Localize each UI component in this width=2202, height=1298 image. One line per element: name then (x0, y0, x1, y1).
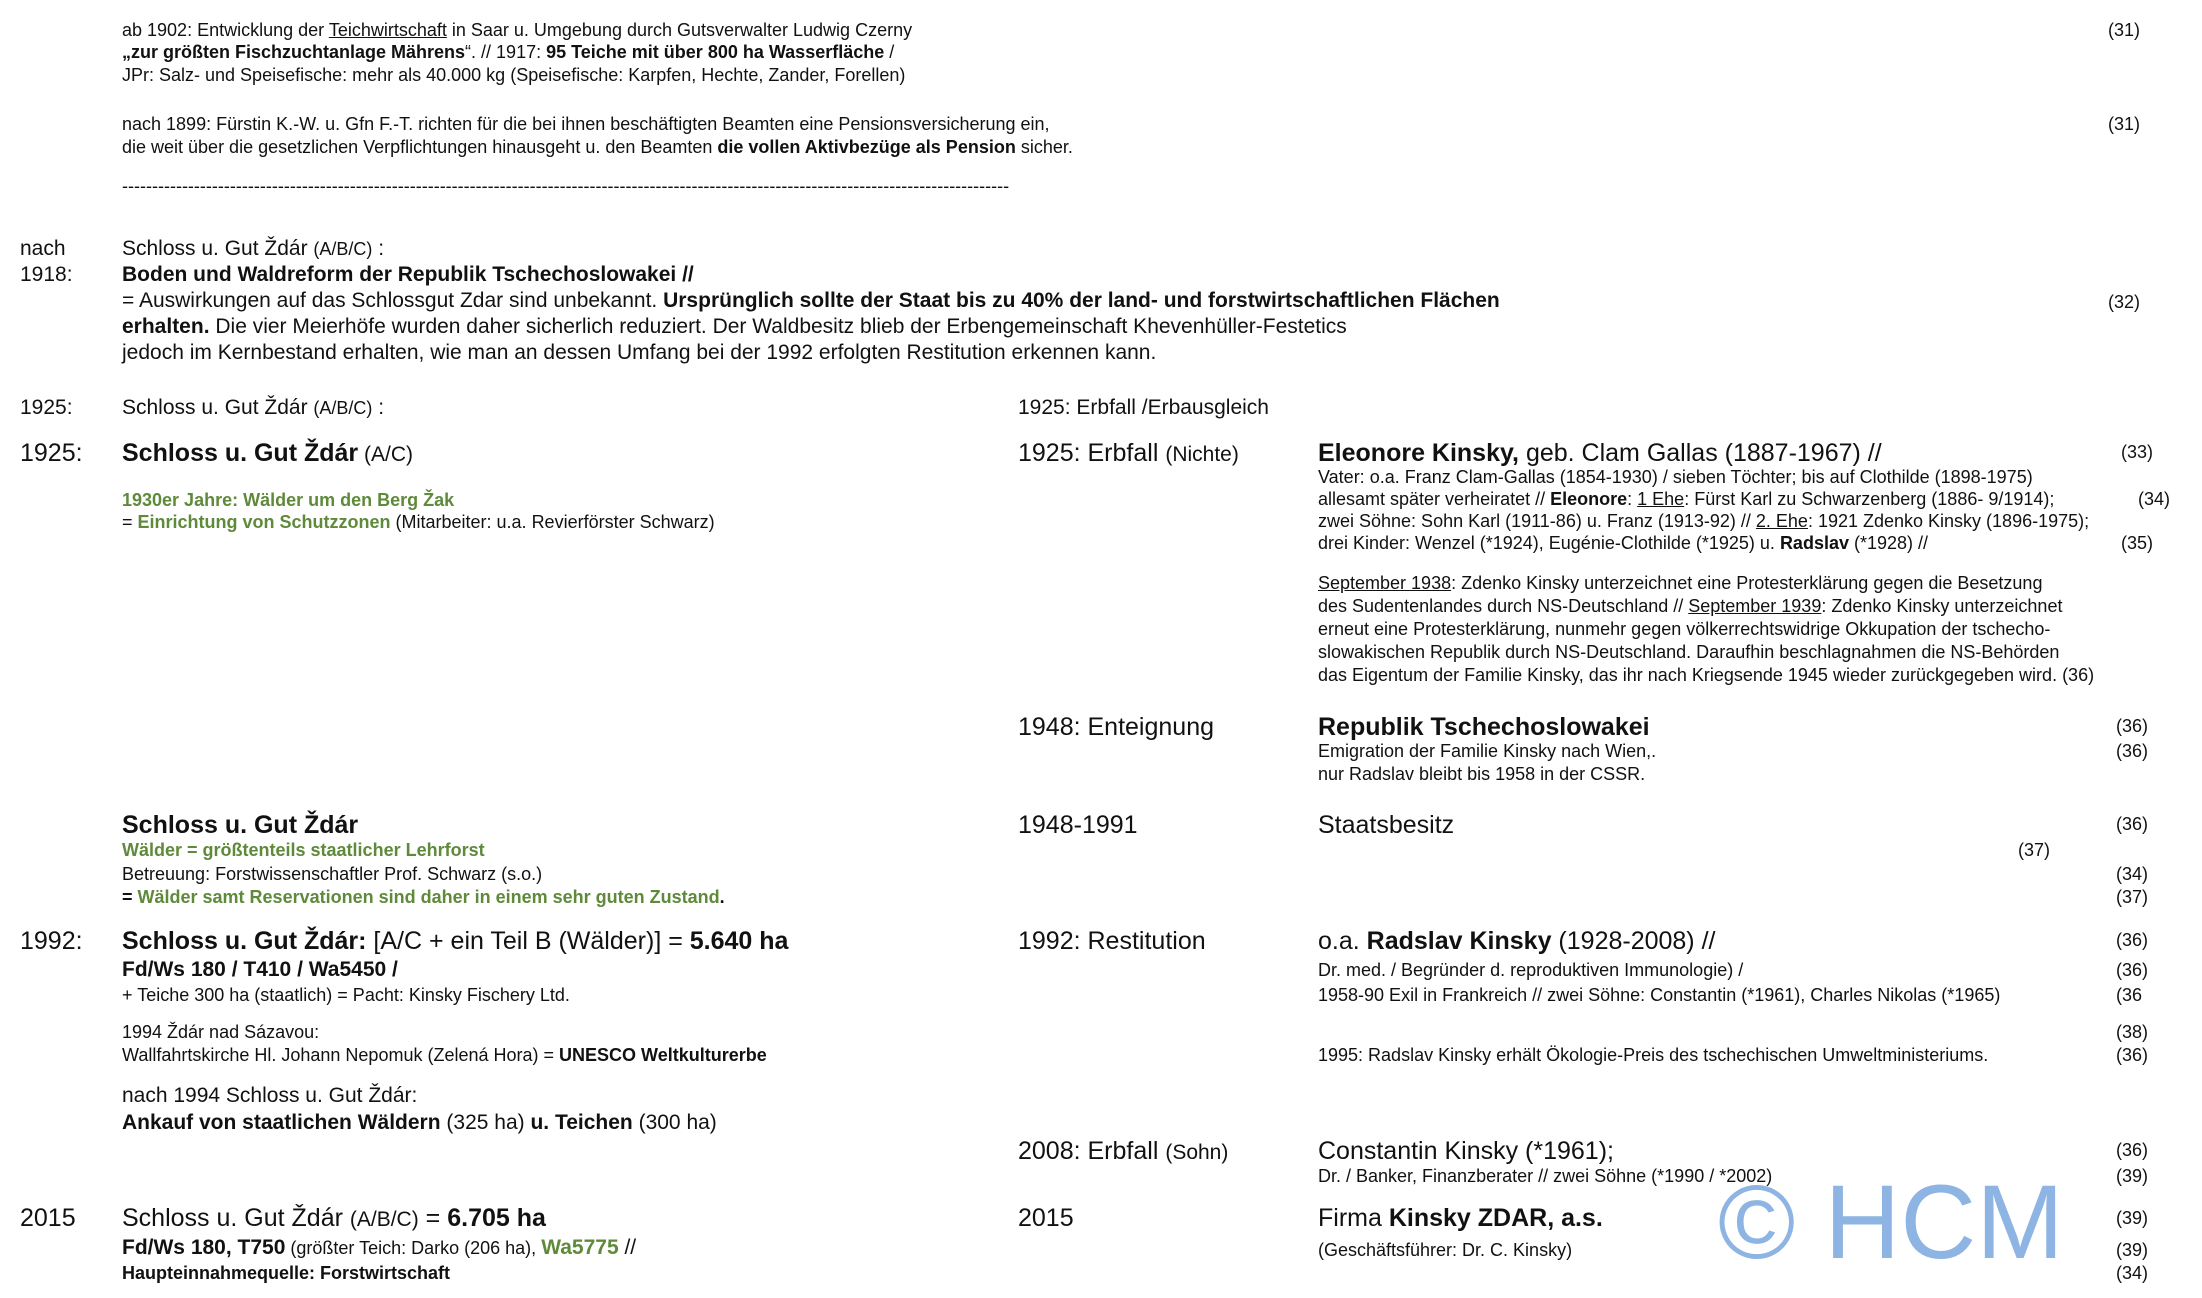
reference: (39) (2116, 1166, 2149, 1186)
text-supervision: Betreuung: Forstwissenschaftler Prof. Schwarz (s.o.) (122, 864, 543, 884)
reference: (37) (2018, 840, 2051, 860)
text-purchase: Ankauf von staatlichen Wäldern (325 ha) u. Teichen (300 ha) (122, 1111, 717, 1134)
event-1992-restitution: 1992: Restitution (1018, 927, 1206, 955)
text-1899-line1: nach 1899: Fürstin K.-W. u. Gfn F.-T. richten für die bei ihnen beschäftigten Beamten eine Pensionsversicherung ein, (122, 114, 1050, 134)
event-1925-heir: 1925: Erbfall (Nichte) (1018, 439, 1239, 467)
reference: (35) (2121, 533, 2154, 553)
estate-title: Schloss u. Gut Ždár (122, 811, 359, 839)
reference: (34) (2116, 864, 2149, 884)
reference: (31) (2108, 20, 2141, 40)
text-1918-line1: Schloss u. Gut Ždár (A/B/C) : (122, 237, 385, 260)
text-1899-line2: die weit über die gesetzlichen Verpflichtungen hinausgeht u. den Beamten die vollen Aktivbezüge als Pension sicher. (122, 137, 1073, 157)
event-2008-inheritance: 2008: Erbfall (Sohn) (1018, 1137, 1229, 1165)
reference: (36) (2116, 741, 2149, 761)
text-1992-areas: Fd/Ws 180 / T410 / Wa5450 / (122, 958, 398, 981)
year-label: 1925: (20, 396, 73, 419)
text-teaching-forest: Wälder = größtenteils staatlicher Lehrforst (122, 840, 485, 860)
text-eleonore-line1: Vater: o.a. Franz Clam-Gallas (1854-1930) / sieben Töchter; bis auf Clothilde (1898-1975) (1318, 467, 2033, 487)
text-radslav-line2: 1958-90 Exil in Frankreich // zwei Söhne: Constantin (*1961), Charles Nikolas (*1965) (1318, 985, 2001, 1005)
text-1902-line2: „zur größten Fischzuchtanlage Mährens“. // 1917: 95 Teiche mit über 800 ha Wasserfläche / (122, 42, 895, 62)
copyright-watermark: © HCM (1718, 1164, 2064, 1281)
year-label: nach (20, 237, 66, 260)
text-ecology-prize: 1995: Radslav Kinsky erhält Ökologie-Preis des tschechischen Umweltministeriums. (1318, 1045, 1989, 1065)
reference: (36) (2116, 930, 2149, 950)
reference: (36) (2116, 1045, 2149, 1065)
year-label: 1918: (20, 263, 73, 286)
text-1902-line1: ab 1902: Entwicklung der Teichwirtschaft in Saar u. Umgebung durch Gutsverwalter Ludwig Czerny (122, 20, 913, 40)
text-after-1994: nach 1994 Schloss u. Gut Ždár: (122, 1084, 418, 1107)
text-constantin-line1: Dr. / Banker, Finanzberater // zwei Söhne (*1990 / *2002) (1318, 1166, 1773, 1186)
text-managing-director: (Geschäftsführer: Dr. C. Kinsky) (1318, 1240, 1573, 1260)
event-1948-expropriation: 1948: Enteignung (1018, 713, 1215, 741)
estate-title: Schloss u. Gut Ždár (A/C) (122, 439, 413, 467)
person-constantin-kinsky: Constantin Kinsky (*1961); (1318, 1137, 1614, 1165)
year-2015-middle: 2015 (1018, 1204, 1074, 1232)
text-1902-line3: JPr: Salz- und Speisefische: mehr als 40.000 kg (Speisefische: Karpfen, Hechte, Zander, Forellen) (122, 65, 906, 85)
reference: (39) (2116, 1240, 2149, 1260)
person-eleonore-kinsky: Eleonore Kinsky, geb. Clam Gallas (1887-1967) // (1318, 439, 1882, 467)
reference: (36) (2116, 960, 2149, 980)
text-1930s-forests: 1930er Jahre: Wälder um den Berg Žak (122, 490, 455, 510)
year-label: 2015 (20, 1204, 76, 1232)
reference: (31) (2108, 114, 2141, 134)
text-1994-zdar: 1994 Ždár nad Sázavou: (122, 1022, 320, 1042)
text-ponds-lease: + Teiche 300 ha (staatlich) = Pacht: Kinsky Fischery Ltd. (122, 985, 570, 1005)
estate-1992-heading: Schloss u. Gut Ždár: [A/C + ein Teil B (Wälder)] = 5.640 ha (122, 927, 789, 955)
event-1925-inheritance: 1925: Erbfall /Erbausgleich (1018, 396, 1269, 419)
owner-republic: Republik Tschechoslowakei (1318, 713, 1650, 741)
text-2015-areas: Fd/Ws 180, T750 (größter Teich: Darko (206 ha), Wa5775 // (122, 1236, 637, 1259)
text-protest-line1: September 1938: Zdenko Kinsky unterzeichnet eine Protesterklärung gegen die Besetzung (1318, 573, 2043, 593)
text-main-income: Haupteinnahmequelle: Forstwirtschaft (122, 1263, 451, 1283)
text-eleonore-line2: allesamt später verheiratet // Eleonore: 1 Ehe: Fürst Karl zu Schwarzenberg (1886- 9/1914); (1318, 489, 2055, 509)
owner-state: Staatsbesitz (1318, 811, 1455, 839)
text-1918-line4: erhalten. Die vier Meierhöfe wurden daher sicherlich reduziert. Der Waldbesitz blieb der Erbengemeinschaft Khevenhüller-Festetics (122, 315, 1347, 338)
person-radslav-kinsky: o.a. Radslav Kinsky (1928-2008) // (1318, 927, 1716, 955)
separator-line: ---------------------------------------------------------------------------------------------------------------------------------------------------- (122, 176, 1010, 196)
text-1918-heading: Boden und Waldreform der Republik Tschechoslowakei // (122, 263, 694, 286)
company-kinsky-zdar: Firma Kinsky ZDAR, a.s. (1318, 1204, 1603, 1232)
text-protest-line5: das Eigentum der Familie Kinsky, das ihr nach Kriegsende 1945 wieder zurückgegeben wird. (36) (1318, 665, 2095, 685)
text-protest-line4: slowakischen Republik durch NS-Deutschland. Daraufhin beschlagnahmen die NS-Behörden (1318, 642, 2060, 662)
reference: (39) (2116, 1208, 2149, 1228)
reference: (38) (2116, 1022, 2149, 1042)
year-label: 1925: (20, 439, 83, 467)
text-forest-condition: = Wälder samt Reservationen sind daher in einem sehr guten Zustand. (122, 887, 725, 907)
text-eleonore-line4: drei Kinder: Wenzel (*1924), Eugénie-Clothilde (*1925) u. Radslav (*1928) // (1318, 533, 1929, 553)
text-protest-line3: erneut eine Protesterklärung, nunmehr gegen völkerrechtswidrige Okkupation der tschecho- (1318, 619, 2051, 639)
reference: (34) (2138, 489, 2171, 509)
text-eleonore-line3: zwei Söhne: Sohn Karl (1911-86) u. Franz (1913-92) // 2. Ehe: 1921 Zdenko Kinsky (1896-1975); (1318, 511, 2090, 531)
reference: (36) (2116, 814, 2149, 834)
text-1918-line3: = Auswirkungen auf das Schlossgut Zdar sind unbekannt. Ursprünglich sollte der Staat bis zu 40% der land- und forstwirtschaftlichen Flächen (122, 289, 1500, 312)
reference: (36) (2116, 1140, 2149, 1160)
text-protection-zones: = Einrichtung von Schutzzonen (Mitarbeiter: u.a. Revierförster Schwarz) (122, 512, 715, 532)
text-1925-estate: Schloss u. Gut Ždár (A/B/C) : (122, 396, 385, 419)
reference: (33) (2121, 442, 2154, 462)
text-radslav-stays: nur Radslav bleibt bis 1958 in der CSSR. (1318, 764, 1646, 784)
text-protest-line2: des Sudentenlandes durch NS-Deutschland // September 1939: Zdenko Kinsky unterzeichnet (1318, 596, 2063, 616)
reference: (34) (2116, 1263, 2149, 1283)
year-label: 1992: (20, 927, 83, 955)
text-emigration: Emigration der Familie Kinsky nach Wien,. (1318, 741, 1657, 761)
reference: (36 (2116, 985, 2143, 1005)
text-radslav-line1: Dr. med. / Begründer d. reproduktiven Immunologie) / (1318, 960, 1744, 980)
reference: (36) (2116, 716, 2149, 736)
text-1918-line5: jedoch im Kernbestand erhalten, wie man an dessen Umfang bei der 1992 erfolgten Restitution erkennen kann. (122, 341, 1157, 364)
estate-2015-heading: Schloss u. Gut Ždár (A/B/C) = 6.705 ha (122, 1204, 546, 1232)
text-pilgrimage-church: Wallfahrtskirche Hl. Johann Nepomuk (Zelená Hora) = UNESCO Weltkulturerbe (122, 1045, 767, 1065)
period-1948-1991: 1948-1991 (1018, 811, 1138, 839)
reference: (32) (2108, 292, 2141, 312)
reference: (37) (2116, 887, 2149, 907)
